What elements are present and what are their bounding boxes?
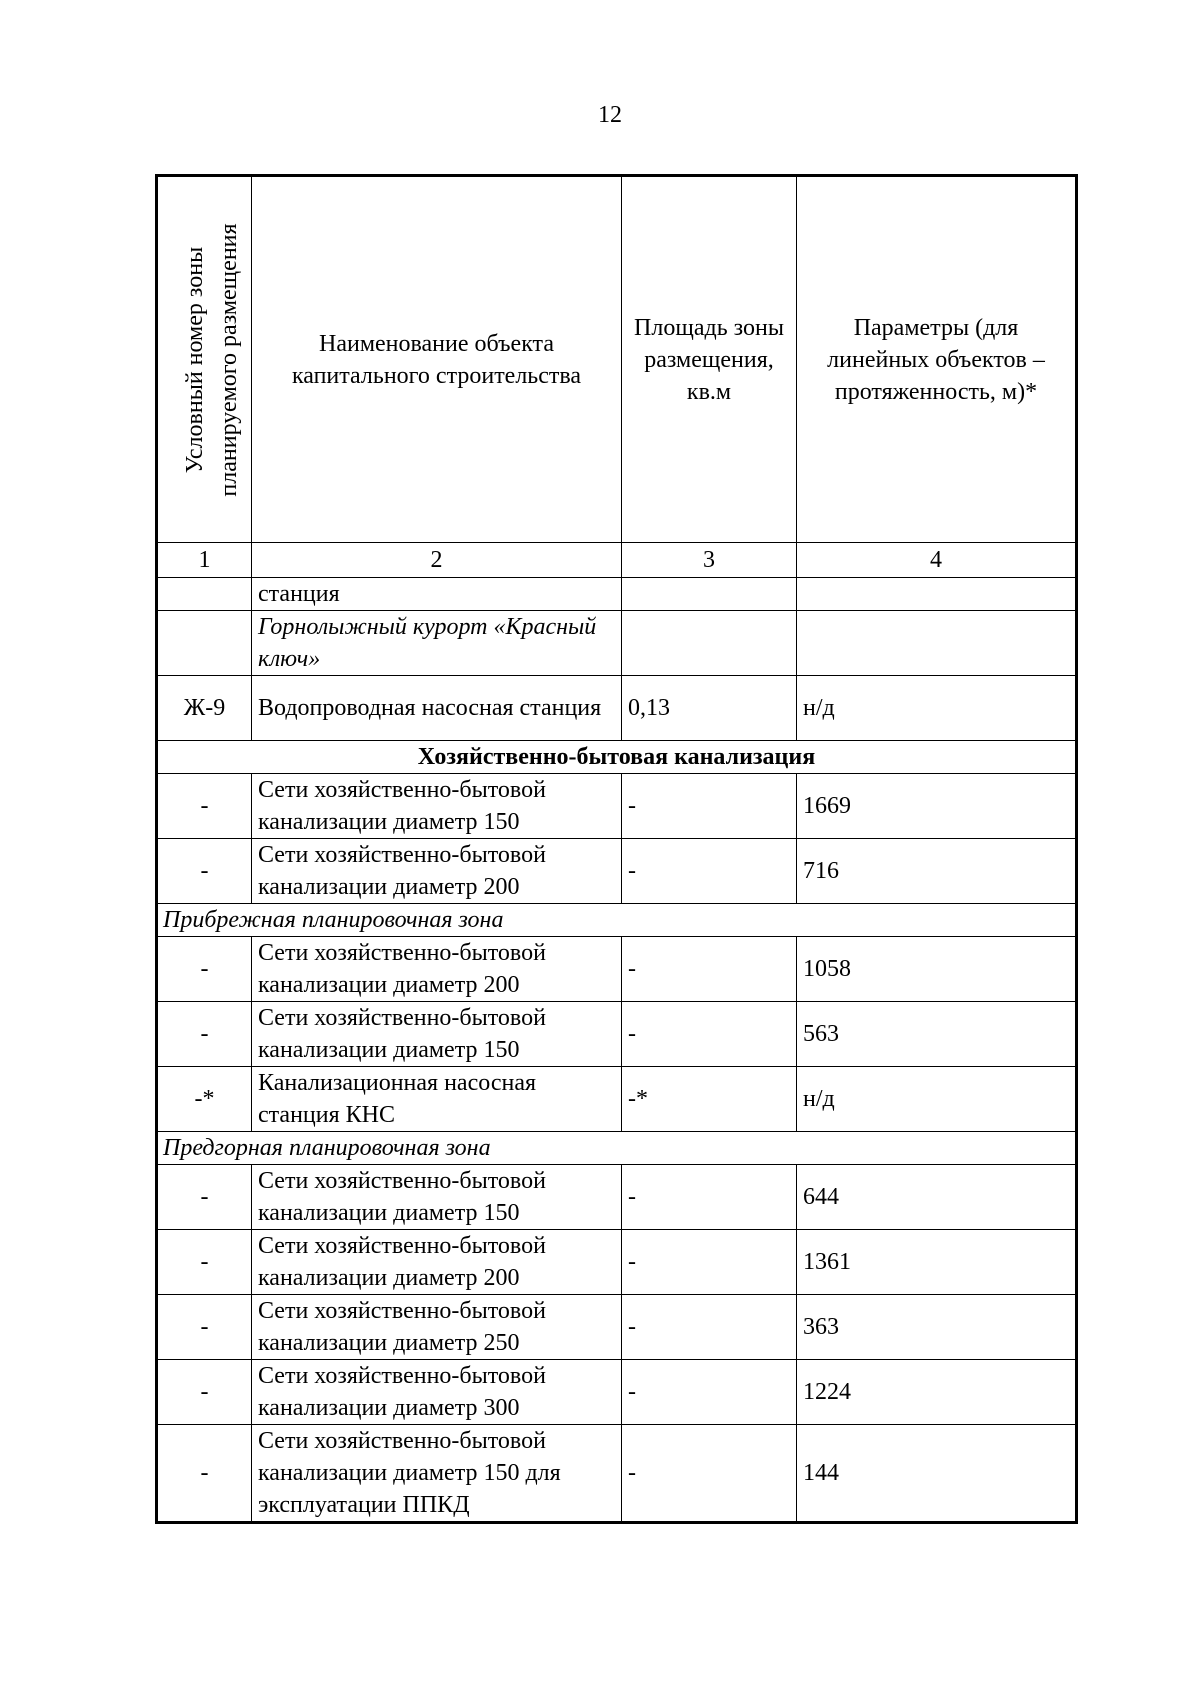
zone-number-cell: [157, 578, 252, 611]
area-cell: -: [622, 937, 797, 1002]
object-name-cell: Сети хозяйственно-бытовой канализации диаметр 150 для эксплуатации ППКД: [252, 1425, 622, 1523]
parameter-cell: 716: [797, 839, 1077, 904]
table-row: [157, 611, 1077, 676]
area-cell: 0,13: [622, 676, 797, 741]
zone-number-cell: -: [157, 1425, 252, 1523]
column-number: 4: [797, 543, 1077, 578]
zone-number-cell: -: [157, 1165, 252, 1230]
table-row: [157, 1067, 1077, 1132]
area-cell: -: [622, 774, 797, 839]
zone-number-cell: -: [157, 839, 252, 904]
zone-number-cell: -*: [157, 1067, 252, 1132]
area-cell: -: [622, 839, 797, 904]
object-name-cell: Сети хозяйственно-бытовой канализации диаметр 250: [252, 1295, 622, 1360]
parameter-cell: [797, 611, 1077, 676]
section-title: Хозяйственно-бытовая канализация: [157, 741, 1077, 774]
object-name-cell: Водопроводная насосная станция: [252, 676, 622, 741]
zone-title: Предгорная планировочная зона: [157, 1132, 1077, 1165]
zone-number-cell: [157, 611, 252, 676]
zone-title-row: [157, 904, 1077, 937]
column-number-row: [157, 543, 1077, 578]
zone-number-cell: -: [157, 937, 252, 1002]
table-row: [157, 676, 1077, 741]
table-row: [157, 774, 1077, 839]
parameter-cell: 644: [797, 1165, 1077, 1230]
zone-number-cell: -: [157, 774, 252, 839]
header-zone-number-text: Условный номер зоны планируемого размещения: [181, 222, 242, 497]
table-header-row: [157, 176, 1077, 543]
parameter-cell: 563: [797, 1002, 1077, 1067]
parameter-cell: [797, 578, 1077, 611]
area-cell: -: [622, 1165, 797, 1230]
parameter-cell: 363: [797, 1295, 1077, 1360]
parameter-cell: 1361: [797, 1230, 1077, 1295]
zone-number-cell: Ж-9: [157, 676, 252, 741]
zone-number-cell: -: [157, 1360, 252, 1425]
table-row: [157, 937, 1077, 1002]
zone-number-cell: -: [157, 1230, 252, 1295]
object-name-cell: Сети хозяйственно-бытовой канализации диаметр 200: [252, 937, 622, 1002]
area-cell: -: [622, 1425, 797, 1523]
objects-table: [155, 174, 1078, 1524]
zone-number-cell: -: [157, 1002, 252, 1067]
header-object-name: Наименование объекта капитального строительства: [252, 176, 622, 543]
header-zone-number: [157, 176, 252, 543]
object-name-cell: Сети хозяйственно-бытовой канализации диаметр 200: [252, 839, 622, 904]
column-number: 1: [157, 543, 252, 578]
page-number: 12: [598, 102, 622, 128]
area-cell: -: [622, 1360, 797, 1425]
section-title-row: [157, 741, 1077, 774]
object-name-cell: Сети хозяйственно-бытовой канализации диаметр 300: [252, 1360, 622, 1425]
area-cell: -*: [622, 1067, 797, 1132]
resort-name-cell: Горнолыжный курорт «Красный ключ»: [252, 611, 622, 676]
table-row: [157, 839, 1077, 904]
table-row: [157, 1002, 1077, 1067]
parameter-cell: 1669: [797, 774, 1077, 839]
parameter-cell: 1058: [797, 937, 1077, 1002]
object-name-cell: Сети хозяйственно-бытовой канализации диаметр 200: [252, 1230, 622, 1295]
object-name-cell: Сети хозяйственно-бытовой канализации диаметр 150: [252, 774, 622, 839]
parameter-cell: 1224: [797, 1360, 1077, 1425]
table-row: [157, 1295, 1077, 1360]
zone-title-row: [157, 1132, 1077, 1165]
table-row: [157, 578, 1077, 611]
parameter-cell: 144: [797, 1425, 1077, 1523]
area-cell: -: [622, 1230, 797, 1295]
area-cell: [622, 611, 797, 676]
column-number: 2: [252, 543, 622, 578]
area-cell: [622, 578, 797, 611]
object-name-cell: Канализационная насосная станция КНС: [252, 1067, 622, 1132]
object-name-cell: станция: [252, 578, 622, 611]
zone-number-cell: -: [157, 1295, 252, 1360]
area-cell: -: [622, 1002, 797, 1067]
header-area: Площадь зоны размещения, кв.м: [622, 176, 797, 543]
table-row: [157, 1165, 1077, 1230]
area-cell: -: [622, 1295, 797, 1360]
table-row: [157, 1425, 1077, 1523]
object-name-cell: Сети хозяйственно-бытовой канализации диаметр 150: [252, 1165, 622, 1230]
table-row: [157, 1360, 1077, 1425]
parameter-cell: н/д: [797, 1067, 1077, 1132]
header-parameters: Параметры (для линейных объектов – протяженность, м)*: [797, 176, 1077, 543]
zone-title: Прибрежная планировочная зона: [157, 904, 1077, 937]
column-number: 3: [622, 543, 797, 578]
table-row: [157, 1230, 1077, 1295]
object-name-cell: Сети хозяйственно-бытовой канализации диаметр 150: [252, 1002, 622, 1067]
parameter-cell: н/д: [797, 676, 1077, 741]
